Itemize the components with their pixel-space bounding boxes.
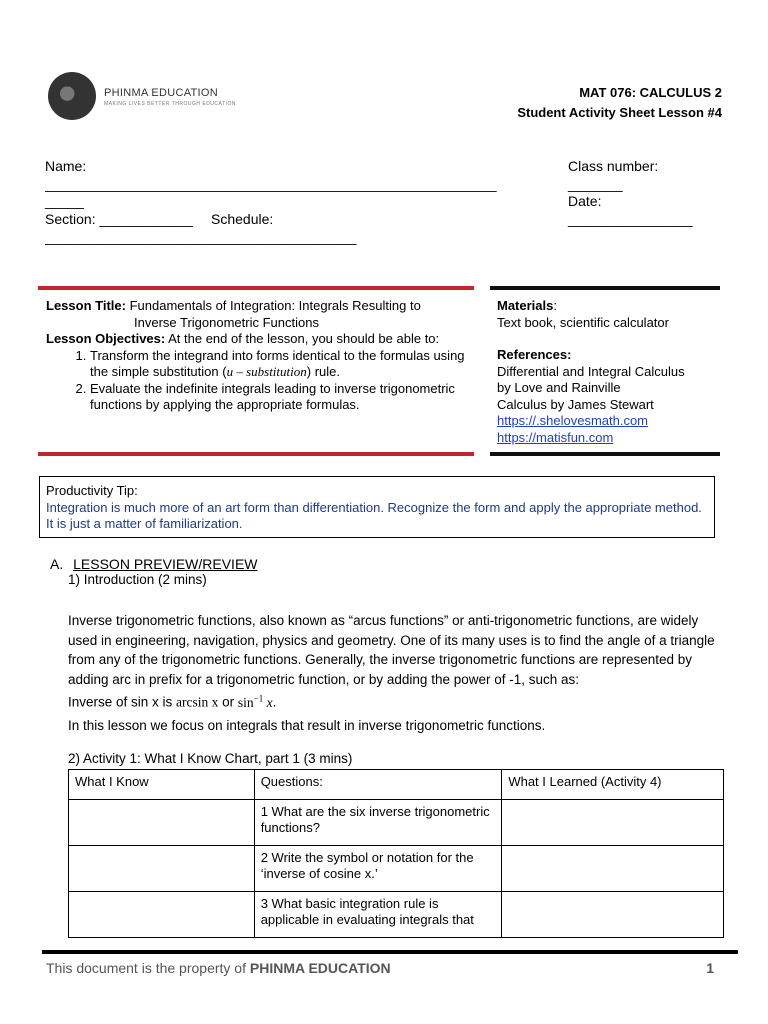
name-field[interactable]: __________________________________________________________ — [45, 176, 497, 192]
lesson-title: Fundamentals of Integration: Integrals Resulting to — [129, 298, 421, 313]
header-what-i-know: What I Know — [69, 770, 255, 800]
header-what-i-learned: What I Learned (Activity 4) — [502, 770, 724, 800]
know-cell-3[interactable] — [69, 892, 255, 938]
reference-2: Calculus by James Stewart — [497, 396, 654, 412]
tip-label: Productivity Tip: — [46, 483, 138, 498]
schedule-label: Schedule: — [211, 211, 274, 227]
tip-text: Integration is much more of an art form than differentiation. Recognize the form and apply the appropriate method. It is just a matter of familiarization. — [46, 499, 702, 531]
what-i-know-chart — [68, 769, 724, 938]
date-field[interactable]: ________________ — [568, 211, 693, 227]
link-shelovesmath[interactable]: https://.shelovesmath.com — [497, 413, 649, 428]
link-matisfun[interactable]: https://matisfun.com — [497, 429, 614, 445]
page-number: 1 — [706, 960, 714, 976]
section-field[interactable]: Section: ____________ — [45, 211, 193, 227]
section-a-heading — [50, 556, 258, 572]
schedule-field[interactable]: ________________________________________ — [45, 229, 357, 245]
logo-name: PHINMA EDUCATION — [104, 87, 218, 99]
u-substitution: u – substitution — [226, 364, 307, 379]
date-label: Date: — [568, 193, 602, 209]
table-row — [69, 892, 724, 938]
footer-text: This document is the property of PHINMA EDUCATION — [46, 960, 391, 976]
lesson-bottom-border — [38, 452, 474, 456]
class-number-label: Class number: — [568, 158, 659, 174]
question-1: 1 What are the six inverse trigonometric functions? — [254, 800, 502, 846]
learned-cell-3[interactable] — [502, 892, 724, 938]
activity-1-item: 2) Activity 1: What I Know Chart, part 1 (3 mins) — [68, 751, 353, 766]
name-field-wrap: _____ — [45, 193, 84, 209]
footer-rule — [42, 950, 738, 954]
know-cell-2[interactable] — [69, 846, 255, 892]
sin-inverse-notation: $\sin^{-1} x$ — [237, 693, 273, 710]
phinma-logo-icon — [48, 72, 96, 120]
materials-box: Materials: Text book, scientific calculator References: Differential and Integral Calculus by Love and Rainville Calculus by James Stewart https://.shelovesmath.com https://matisfun.com — [497, 298, 717, 446]
logo-tagline: MAKING LIVES BETTER THROUGH EDUCATION — [104, 101, 236, 107]
lesson-title-cont: Inverse Trigonometric Functions — [134, 314, 319, 330]
lesson-info — [46, 298, 466, 414]
objectives-intro: At the end of the lesson, you should be able to: — [168, 331, 440, 346]
materials-bottom-border — [490, 452, 720, 456]
materials-label: Materials — [497, 298, 554, 313]
section-letter: A. — [50, 556, 64, 572]
table-row — [69, 846, 724, 892]
class-number-field[interactable]: _______ — [568, 176, 623, 192]
materials-text: Text book, scientific calculator — [497, 314, 669, 330]
table-row — [69, 800, 724, 846]
table-header-row — [69, 770, 724, 800]
lesson-top-border — [38, 286, 474, 290]
header-questions: Questions: — [254, 770, 502, 800]
introduction-item: 1) Introduction (2 mins) — [68, 572, 207, 587]
name-label: Name: — [45, 158, 87, 174]
arcsin-notation: arcsin x — [176, 694, 219, 710]
objectives-list — [46, 348, 466, 414]
lesson-title-label: Lesson Title: — [46, 298, 126, 313]
focus-text: In this lesson we focus on integrals that result in inverse trigonometric functions. — [68, 718, 546, 733]
question-3: 3 What basic integration rule is applicable in evaluating integrals that — [254, 892, 502, 938]
reference-1a: Differential and Integral Calculus — [497, 363, 685, 379]
footer-owner: PHINMA EDUCATION — [249, 960, 391, 976]
know-cell-1[interactable] — [69, 800, 255, 846]
intro-paragraph: Inverse trigonometric functions, also known as “arcus functions” or anti-trigonometric functions, are widely used in engineering, navigation, physics and geometry. One of its many uses is to find the angle of a triangle from any of the trigonometric functions. Generally, the inverse trigonometric functions are represented by adding arc in prefix for a trigonometric function, or by adding the power of -1, such as: Inverse of sin x is arcsin x or $\sin^{-1} x$. — [68, 613, 715, 710]
objective-1: 1. Transform the integrand into forms identical to the formulas using the simple substitution (u – substitution) rule. — [90, 348, 466, 381]
course-name: CALCULUS 2 — [639, 85, 722, 100]
materials-top-border — [490, 286, 720, 290]
question-2: 2 Write the symbol or notation for the ‘inverse of cosine x.’ — [254, 846, 502, 892]
learned-cell-2[interactable] — [502, 846, 724, 892]
reference-1b: by Love and Rainville — [497, 380, 621, 395]
productivity-tip-box — [39, 476, 715, 538]
sheet-title: Student Activity Sheet Lesson #4 — [517, 105, 722, 120]
section-title: LESSON PREVIEW/REVIEW — [73, 556, 258, 572]
course-code: MAT 076: — [579, 85, 637, 100]
objective-2: 2. Evaluate the indefinite integrals leading to inverse trigonometric functions by applying the appropriate formulas. — [90, 381, 466, 414]
objectives-label: Lesson Objectives: — [46, 331, 166, 346]
references-label: References: — [497, 347, 572, 362]
learned-cell-1[interactable] — [502, 800, 724, 846]
course-title — [579, 85, 722, 100]
